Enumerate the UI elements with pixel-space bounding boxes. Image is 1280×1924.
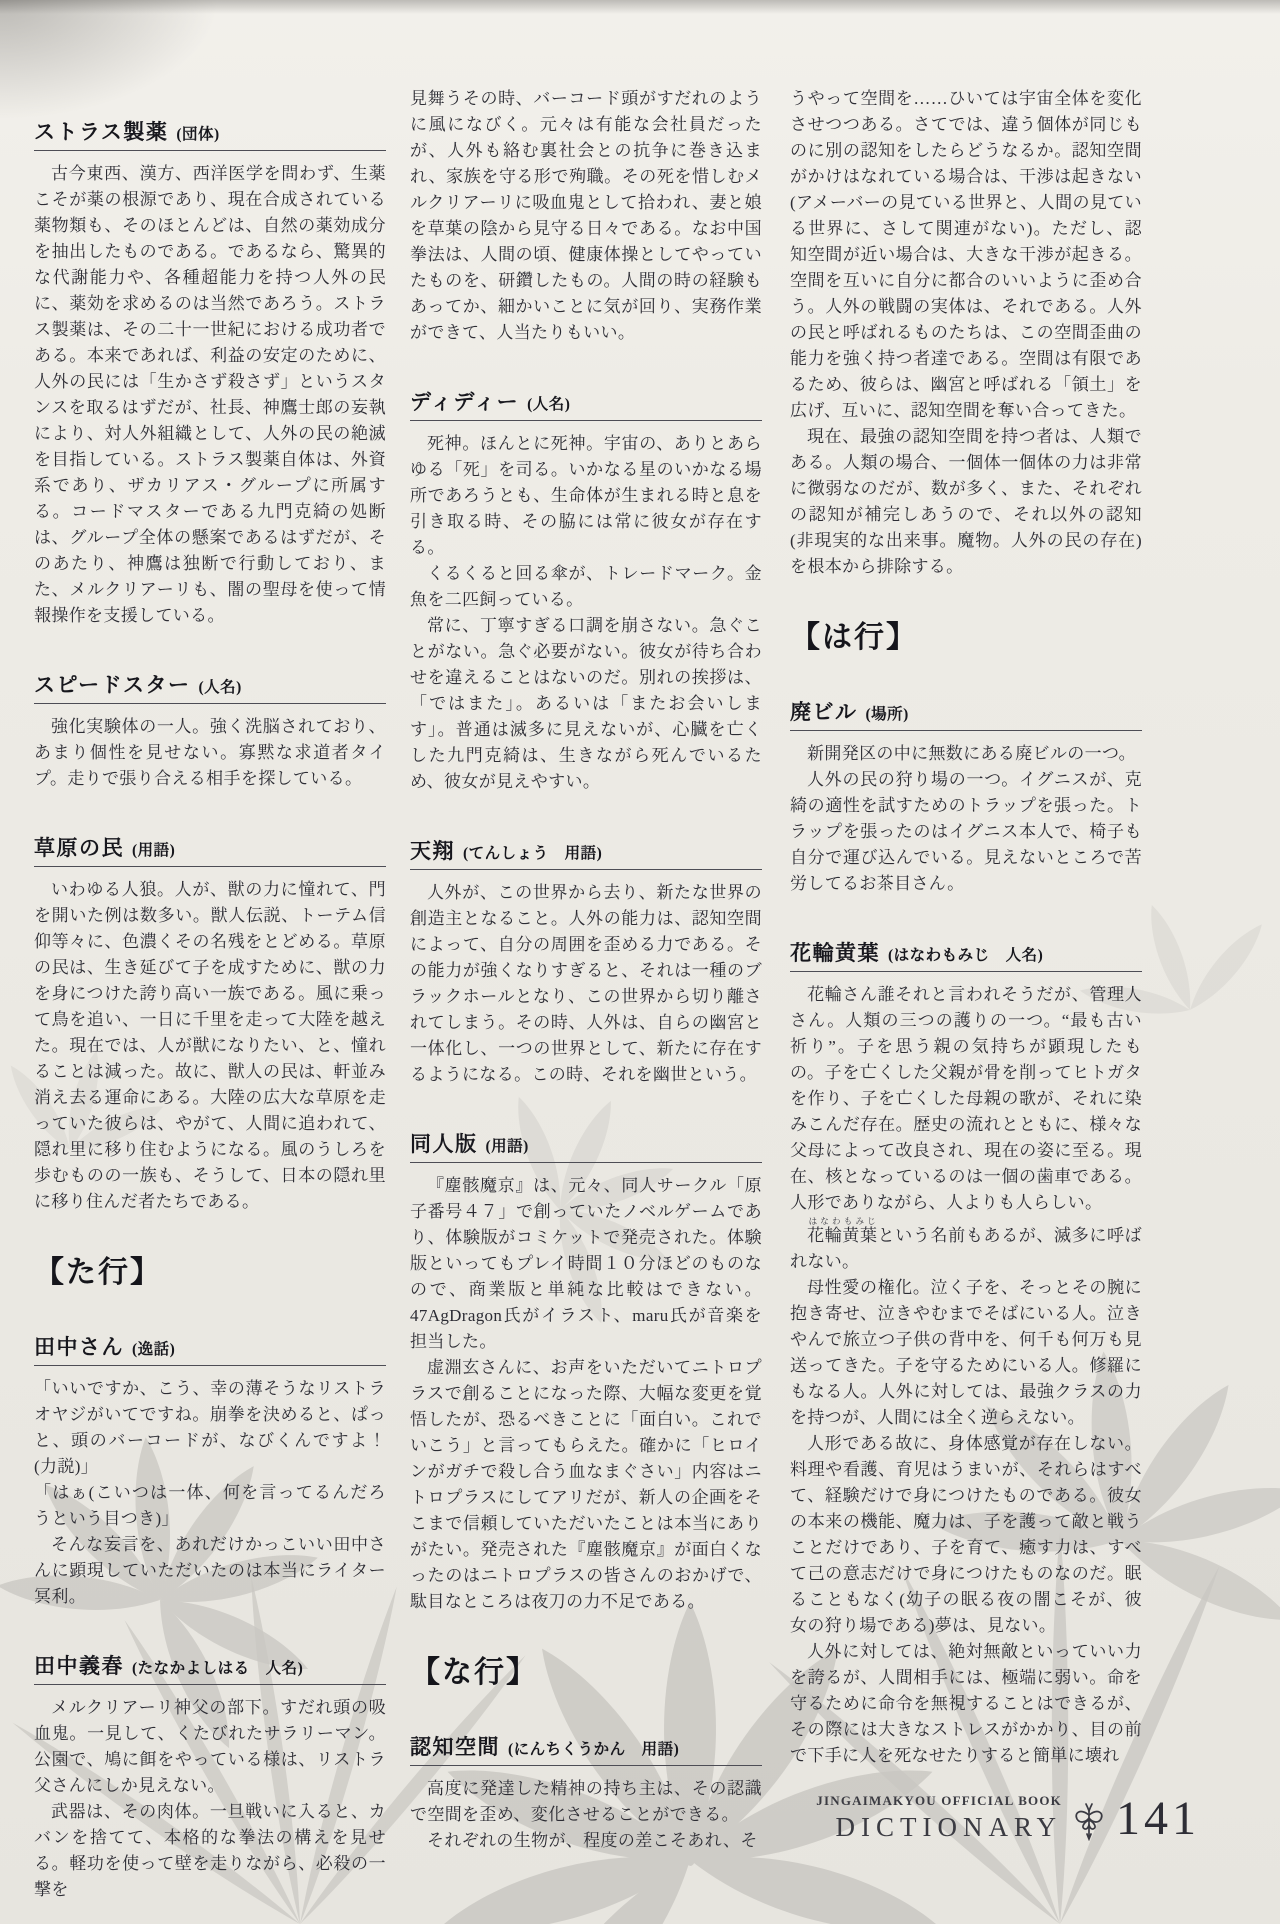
body-paragraph: 強化実験体の一人。強く洗脳されており、あまり個性を見せない。寡黙な求道者タイプ。走りで張り合える相手を探している。 (34, 717, 386, 788)
body-paragraph: 新開発区の中に無数にある廃ビルの一つ。 (807, 744, 1136, 763)
entry-term: 認知空間 (410, 1735, 500, 1759)
body-paragraph: そんな妄言を、あれだけかっこいい田中さんに顕現していただいたのは本当にライター冥利。 (34, 1535, 386, 1606)
dictionary-label: DICTIONARY (835, 1812, 1062, 1842)
entry-heading (790, 937, 1142, 972)
section-header: 【は行】 (790, 621, 918, 654)
entry-category: (にんちくうかん 用語) (508, 1741, 680, 1758)
entry-category: (はなわもみじ 人名) (888, 947, 1044, 964)
text-column-3 (790, 86, 1142, 1769)
entry-heading (34, 832, 386, 867)
entry-term: ストラス製薬 (34, 120, 169, 144)
body-paragraph: 人外の民の狩り場の一つ。イグニスが、克綺の適性を試すためのトラップを張った。トラップを張ったのはイグニス本人で、椅子も自分で運び込んでいる。見えないところで苦労してるお茶目さん。 (790, 770, 1142, 893)
book-title: JINGAIMAKYOU OFFICIAL BOOK (816, 1793, 1062, 1808)
body-paragraph: いわゆる人狼。人が、獣の力に憧れて、門を開いた例は数多い。獣人伝説、トーテム信仰等々に、色濃くその名残をとどめる。草原の民は、生き延びて子を成すために、獣の力を身につけた誇り高い一族である。風に乗って鳥を追い、一日に千里を走って大陸を越えた。現在では、人が獣になりたい、と、憧れることは減った。故に、獣人の民は、軒並み消え去る運命にある。大陸の広大な草原を走っていた彼らは、やがて、人間に追われて、隠れ里に移り住むようになる。風のうしろを歩むものの一族も、そうして、日本の隠れ里に移り住んだ者たちである。 (34, 880, 386, 1211)
entry-term: ディディー (410, 390, 520, 414)
body-paragraph: 高度に発達した精神の持ち主は、その認識で空間を歪め、変化させることができる。 (410, 1779, 762, 1824)
text-column-1 (34, 86, 386, 1903)
body-paragraph: メルクリアーリ神父の部下。すだれ頭の吸血鬼。一見して、くたびれたサラリーマン。公園で、鳩に餌をやっている様は、リストラ父さんにしか見えない。 (34, 1698, 386, 1795)
entry-category: (てんしょう 用語) (463, 845, 603, 862)
entry-category: (人名) (198, 679, 242, 696)
entry-heading (34, 669, 386, 704)
body-paragraph: 人外に対しては、絶対無敵といっていい力を誇るが、人間相手には、極端に弱い。命を守るために命令を無視することはできるが、その際には大きなストレスがかかり、目の前で下手に人を死なせたりすると簡単に壊れ (790, 1642, 1142, 1765)
entry-term: スピードスター (34, 673, 191, 697)
footer-titles (730, 1793, 1062, 1841)
ruby-annotated-name: 花輪黄葉はなわもみじ (807, 1216, 878, 1245)
entry-heading (410, 1128, 762, 1163)
body-paragraph: それぞれの生物が、程度の差こそあれ、そ (427, 1831, 758, 1850)
body-paragraph: 死神。ほんとに死神。宇宙の、ありとあらゆる「死」を司る。いかなる星のいかなる場所であろうとも、生命体が生まれる時と息を引き取る時、その脇には常に彼女が存在する。 (410, 434, 762, 557)
body-paragraph: うやって空間を……ひいては宇宙全体を変化させつつある。さてでは、違う個体が同じものに別の認知をしたらどうなるか。認知空間がかけはなれている場合は、干渉は起きない(アメーバーの見ている世界と、人間の見ている世界に、さして関連がない)。ただし、認知空間が近い場合は、大きな干渉が起きる。空間を互いに自分に都合のいいように歪め合う。人外の戦闘の実体は、それである。人外の民と呼ばれるものたちは、この空間歪曲の能力を強く持つ者達である。空間は有限であるため、彼らは、幽宮と呼ばれる「領土」を広げ、互いに、認知空間を奪い合ってきた。 (790, 89, 1142, 420)
body-paragraph: 見舞うその時、バーコード頭がすだれのように風になびく。元々は有能な会社員だったが、人外も絡む裏社会との抗争に巻き込まれ、家族を守る形で殉職。その死を惜しむメルクリアーリに吸血鬼として拾われ、妻と娘を草葉の陰から見守る日々である。なお中国拳法は、人間の頃、健康体操としてやっていたものを、研鑽したもの。人間の時の経験もあってか、細かいことに気が回り、実務作業ができて、人当たりもいい。 (410, 89, 762, 342)
section-header: 【な行】 (410, 1656, 538, 1689)
entry-term: 天翔 (410, 839, 455, 863)
body-paragraph: 『塵骸魔京』は、元々、同人サークル「原子番号４７」で創っていたノベルゲームであり、体験版がコミケットで発売された。体験版といってもプレイ時間１０分ほどのものなので、商業版と単純な比較はできない。47AgDragon氏がイラスト、maru氏が音楽を担当した。 (410, 1176, 762, 1351)
body-paragraph: 武器は、その肉体。一旦戦いに入ると、カバンを捨てて、本格的な拳法の構えを見せる。軽功を使って壁を走りながら、必殺の一撃を (34, 1802, 386, 1899)
entry-term: 廃ビル (790, 700, 858, 724)
entry-category: (人名) (527, 396, 571, 413)
entry-heading (34, 1331, 386, 1366)
text-column-2 (410, 86, 762, 1854)
body-paragraph: 人外が、この世界から去り、新たな世界の創造主となること。人外の能力は、認知空間によって、自分の周囲を歪める力である。その能力が強くなりすぎると、それは一種のブラックホールとなり、この世界から切り離されてしまう。その時、人外は、自らの幽宮と一体化し、一つの世界として、新たに存在するようになる。この時、それを幽世という。 (410, 883, 762, 1084)
body-paragraph: 現在、最強の認知空間を持つ者は、人類である。人類の場合、一個体一個体の力は非常に微弱なのだが、数が多く、また、それぞれの認知が補完しあうので、それ以外の認知(非現実的な出来事。魔物。人外の民の存在)を根本から排除する。 (790, 427, 1142, 576)
body-paragraph: くるくると回る傘が、トレードマーク。金魚を二匹飼っている。 (410, 564, 762, 609)
body-paragraph: 人形である故に、身体感覚が存在しない。料理や看護、育児はうまいが、それらはすべて、経験だけで身につけたものである。彼女の本来の機能、魔力は、子を護って敵と戦うことだけであり、子を育て、癒す力は、すべて己の意志だけで身につけたものなのだ。眠ることもなく(幼子の眠る夜の闇こそが、彼女の狩り場である)夢は、見ない。 (790, 1434, 1142, 1635)
butterfly-dagger-emblem-icon (1072, 1801, 1106, 1841)
page-number: 141 (1116, 1791, 1200, 1845)
entry-term: 田中さん (34, 1335, 124, 1359)
entry-category: (用語) (132, 842, 176, 859)
entry-category: (用語) (485, 1138, 529, 1155)
body-paragraph: 常に、丁寧すぎる口調を崩さない。急ぐことがない。急ぐ必要がない。彼女が待ち合わせを違えることはないのだ。別れの挨拶は、「ではまた」。あるいは「またお会いします」。普通は滅多に見えないが、心臓を亡くした九門克綺は、生きながら死んでいるため、彼女が見えやすい。 (410, 616, 762, 791)
entry-term: 花輪黄葉 (790, 941, 880, 965)
entry-heading (410, 386, 762, 421)
entry-category: (逸話) (132, 1341, 176, 1358)
entry-term: 同人版 (410, 1132, 478, 1156)
body-paragraph: 花輪黄葉はなわもみじという名前もあるが、滅多に呼ばれない。 (790, 1216, 1142, 1271)
body-paragraph: 虚淵玄さんに、お声をいただいてニトロプラスで創ることになった際、大幅な変更を覚悟したが、恐るべきことに「面白い。これでいこう」と言ってもらえた。確かに「ヒロインがガチで殺し合う血なまぐさい」内容はニトロプラスにしてアリだが、新人の企画をそこまで信頼していただいたことは本当にありがたい。発売された『塵骸魔京』が面白くなったのはニトロプラスの皆さんのおかげで、駄目なところは夜刀の力不足である。 (410, 1358, 762, 1611)
body-paragraph: 「いいですか、こう、幸の薄そうなリストラオヤジがいてですね。崩拳を決めると、ぱっと、頭のバーコードが、なびくんですよ！(力説)」 (34, 1379, 386, 1476)
entry-heading (410, 835, 762, 870)
entry-category: (場所) (865, 706, 909, 723)
body-paragraph: 古今東西、漢方、西洋医学を問わず、生薬こそが薬の根源であり、現在合成されている薬物類も、そのほとんどは、自然の薬効成分を抽出したものである。であるなら、驚異的な代謝能力や、各種超能力を持つ人外の民に、薬効を求めるのは当然であろう。ストラス製薬は、その二十一世紀における成功者である。本来であれば、利益の安定のために、人外の民には「生かさず殺さず」というスタンスを取るはずだが、社長、神鷹士郎の妄執により、対人外組織として、人外の民の絶滅を目指している。ストラス製薬自体は、外資系であり、ザカリアス・グループに所属する。コードマスターである九門克綺の処断は、グループ全体の懸案であるはずだが、そのあたり、神鷹は独断で行動しており、また、メルクリアーリも、闇の聖母を使って情報操作を支援している。 (34, 164, 386, 625)
entry-term: 草原の民 (34, 836, 124, 860)
entry-category: (たなかよしはる 人名) (132, 1660, 304, 1677)
entry-heading (790, 696, 1142, 731)
body-paragraph: 花輪さん誰それと言われそうだが、管理人さん。人類の三つの護りの一つ。“最も古い祈り”。子を思う親の気持ちが顕現したもの。子を亡くした父親が骨を削ってヒトガタを作り、子を亡くした母親の歌が、それに染みこんだ存在。歴史の流れとともに、様々な父母によって改良され、現在の姿に至る。現在、核となっているのは一個の歯車である。人形でありながら、人よりも人らしい。 (790, 985, 1142, 1212)
entry-category: (団体) (176, 126, 220, 143)
page-footer (730, 1791, 1200, 1845)
body-paragraph: 母性愛の権化。泣く子を、そっとその腕に抱き寄せ、泣きやむまでそばにいる人。泣きやんで旅立つ子供の背中を、何千も何万も見送ってきた。子を守るためにいる人。修羅にもなる人。人外に対しては、最強クラスの力を持つが、人間には全く逆らえない。 (790, 1278, 1142, 1427)
entry-heading (34, 1650, 386, 1685)
entry-heading (410, 1731, 762, 1766)
entry-term: 田中義春 (34, 1654, 124, 1678)
entry-heading (34, 116, 386, 151)
section-header: 【た行】 (34, 1256, 162, 1289)
body-paragraph: 「はぁ(こいつは一体、何を言ってるんだろうという目つき)」 (34, 1483, 386, 1528)
